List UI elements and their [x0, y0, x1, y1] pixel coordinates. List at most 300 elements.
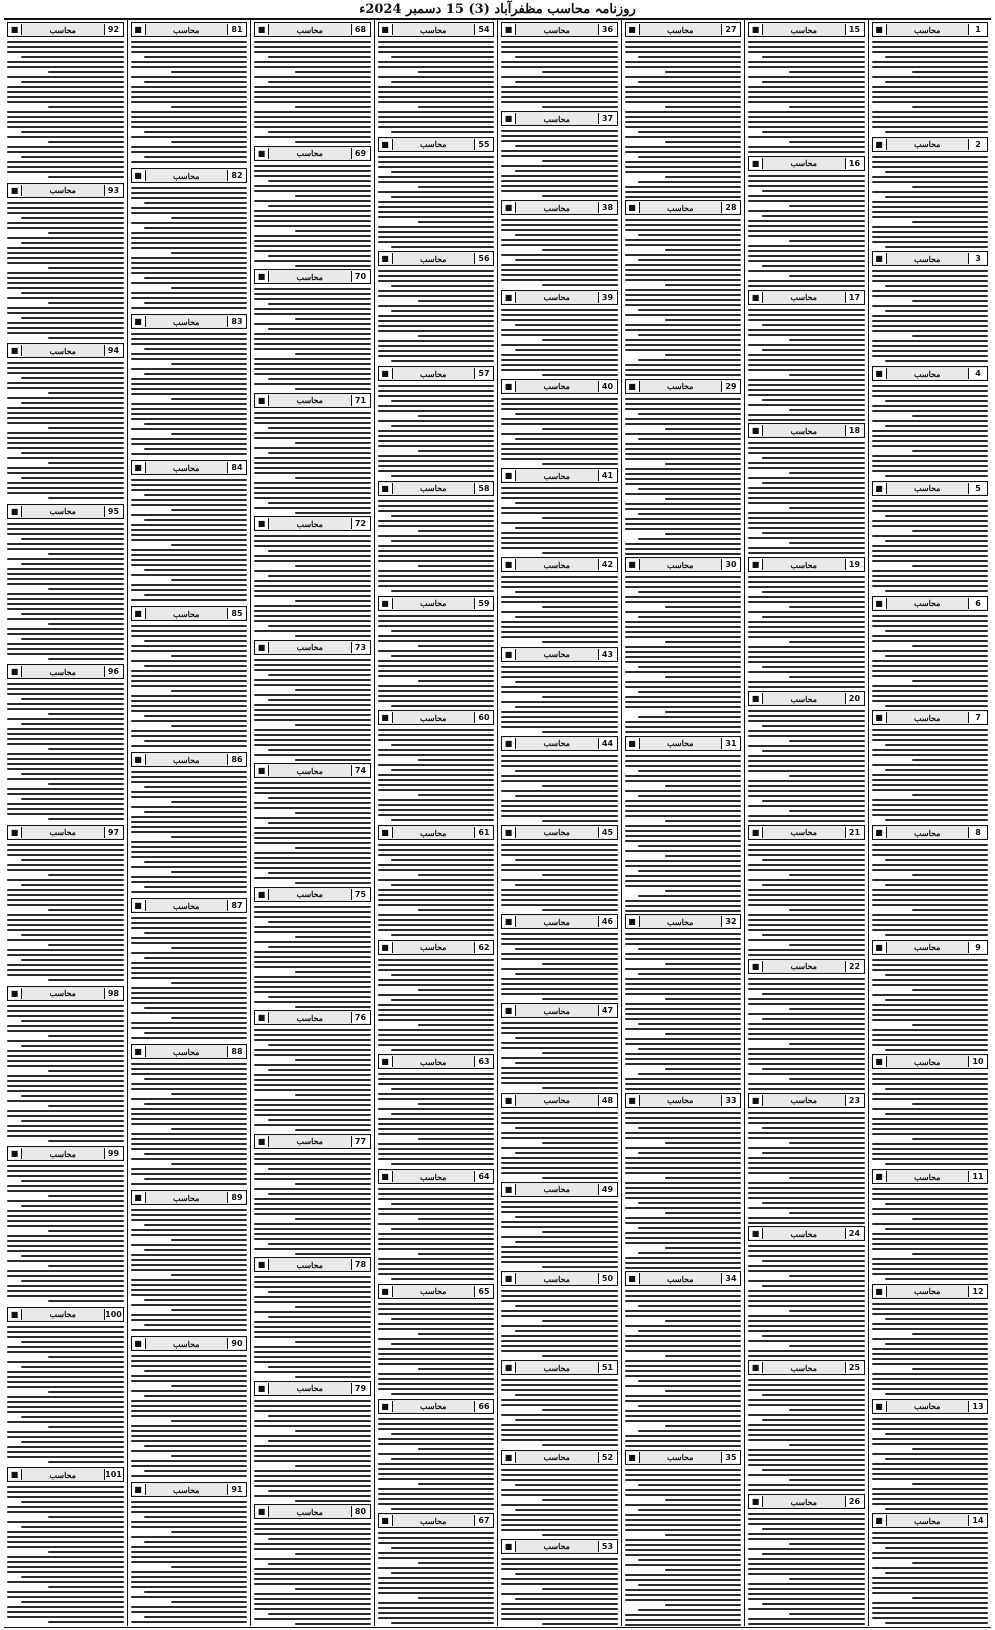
text-line [418, 1597, 494, 1599]
text-line [7, 969, 124, 971]
text-line [21, 1095, 124, 1097]
text-line [515, 1127, 618, 1129]
text-line [748, 452, 865, 454]
text-line [131, 670, 248, 672]
text-line [131, 625, 248, 627]
news-item [501, 1091, 618, 1180]
text-line [748, 1558, 865, 1560]
item-section-title: محاسب [914, 1286, 941, 1297]
text-line [625, 586, 742, 588]
text-line [885, 1508, 988, 1510]
text-line [625, 219, 742, 221]
item-section-title: محاسب [914, 1515, 941, 1526]
text-line [378, 420, 495, 422]
text-line [872, 390, 989, 392]
item-header [501, 914, 618, 929]
text-line [515, 527, 618, 529]
item-section-title: محاسب [49, 666, 76, 677]
text-line [912, 1448, 988, 1450]
text-line [625, 146, 742, 148]
text-line [872, 1498, 989, 1500]
text-line [872, 904, 989, 906]
text-line [885, 630, 988, 632]
text-line [625, 458, 742, 460]
text-line [131, 937, 248, 939]
text-line [748, 1459, 865, 1461]
text-line [885, 400, 988, 402]
text-line [378, 340, 495, 342]
item-body-text [7, 359, 124, 502]
text-line [872, 754, 989, 756]
text-line [501, 1340, 618, 1342]
item-header [872, 1399, 989, 1414]
text-line [254, 220, 371, 222]
text-line [418, 909, 494, 911]
text-line [501, 279, 618, 281]
news-item [7, 823, 124, 984]
text-line [501, 636, 618, 638]
item-number: 56 [474, 253, 493, 264]
text-line [625, 1028, 742, 1030]
text-line [638, 1252, 741, 1254]
item-number: 21 [845, 827, 864, 838]
text-line [378, 1303, 495, 1305]
text-line [872, 799, 989, 801]
text-line [872, 734, 989, 736]
text-line [378, 1233, 495, 1235]
text-line [131, 1264, 248, 1266]
text-line [748, 1028, 865, 1030]
text-line [254, 1321, 371, 1323]
text-line [789, 1310, 865, 1312]
text-line [378, 111, 495, 113]
text-line [144, 740, 247, 742]
text-line [144, 1153, 247, 1155]
item-number: 71 [351, 395, 370, 406]
text-line [872, 625, 989, 627]
text-line [254, 1578, 371, 1580]
text-line [625, 661, 742, 663]
text-line [872, 191, 989, 193]
item-header [501, 647, 618, 662]
text-line [501, 1345, 618, 1347]
text-line [501, 130, 618, 132]
text-line [665, 1355, 741, 1357]
item-section-title: محاسب [173, 24, 200, 35]
text-line [501, 453, 618, 455]
text-line [872, 1438, 989, 1440]
text-line [131, 922, 248, 924]
item-marker-icon: ■ [749, 425, 763, 436]
text-line [254, 535, 371, 537]
text-line [748, 949, 865, 951]
text-line [254, 51, 371, 53]
text-line [48, 1391, 124, 1393]
text-line [7, 693, 124, 695]
item-section-title: محاسب [49, 827, 76, 838]
text-line [391, 540, 494, 542]
text-line [7, 864, 124, 866]
item-marker-icon: ■ [255, 148, 269, 159]
text-line [254, 842, 371, 844]
text-line [131, 1440, 248, 1442]
text-line [7, 929, 124, 931]
text-line [378, 650, 495, 652]
text-line [748, 1464, 865, 1466]
text-line [21, 292, 124, 294]
news-item [872, 823, 989, 938]
text-line [501, 1469, 618, 1471]
text-line [625, 1187, 742, 1189]
text-line [254, 807, 371, 809]
text-line [515, 1598, 618, 1600]
text-line [762, 1068, 865, 1070]
text-line [378, 1602, 495, 1604]
item-number: 64 [474, 1171, 493, 1182]
text-line [638, 666, 741, 668]
text-line [7, 1260, 124, 1262]
text-line [625, 1162, 742, 1164]
text-line [625, 1122, 742, 1124]
text-line [872, 111, 989, 113]
text-line [171, 871, 247, 873]
text-line [625, 473, 742, 475]
text-line [7, 1561, 124, 1563]
text-line [872, 1029, 989, 1031]
text-line [144, 494, 247, 496]
text-line [378, 779, 495, 781]
text-line [885, 1203, 988, 1205]
text-line [625, 671, 742, 673]
text-line [501, 1132, 618, 1134]
text-line [254, 422, 371, 424]
text-line [872, 1273, 989, 1275]
text-line [7, 1080, 124, 1082]
item-section-title: محاسب [296, 1259, 323, 1270]
text-line [268, 328, 371, 330]
text-line [268, 1069, 371, 1071]
text-line [501, 701, 618, 703]
text-line [7, 1295, 124, 1297]
text-line [268, 255, 371, 257]
text-line [515, 616, 618, 618]
item-marker-icon: ■ [626, 1452, 640, 1463]
text-line [542, 1409, 618, 1411]
text-line [131, 1294, 248, 1296]
text-line [378, 665, 495, 667]
text-line [7, 237, 124, 239]
text-line [638, 1073, 741, 1075]
text-line [748, 820, 865, 822]
text-line [144, 1541, 247, 1543]
item-section-title: محاسب [173, 1046, 200, 1057]
text-line [665, 498, 741, 500]
text-line [7, 703, 124, 705]
text-line [501, 86, 618, 88]
text-line [625, 1554, 742, 1556]
text-line [171, 106, 247, 108]
text-line [542, 339, 618, 341]
item-number: 9 [968, 942, 987, 953]
item-section-title: محاسب [543, 1184, 570, 1195]
text-line [665, 1247, 741, 1249]
item-number: 88 [227, 1046, 246, 1057]
text-line [872, 620, 989, 622]
text-line [748, 1063, 865, 1065]
text-line [144, 227, 247, 229]
text-line [131, 841, 248, 843]
news-item [7, 1144, 124, 1305]
text-line [378, 500, 495, 502]
news-item [501, 1448, 618, 1537]
text-line [378, 764, 495, 766]
text-line [625, 111, 742, 113]
text-line [501, 721, 618, 723]
text-line [7, 136, 124, 138]
text-line [144, 932, 247, 934]
text-line [748, 235, 865, 237]
text-line [131, 1450, 248, 1452]
text-line [391, 1343, 494, 1345]
item-marker-icon: ■ [873, 827, 887, 838]
text-line [885, 1458, 988, 1460]
text-line [542, 696, 618, 698]
item-body-text [872, 1529, 989, 1626]
text-line [872, 1198, 989, 1200]
text-line [378, 1073, 495, 1075]
text-line [748, 735, 865, 737]
text-line [21, 1601, 124, 1603]
item-body-text [625, 216, 742, 376]
item-body-text [254, 1397, 371, 1503]
text-line [872, 201, 989, 203]
text-line [762, 1335, 865, 1337]
text-line [7, 76, 124, 78]
text-line [378, 1582, 495, 1584]
column [621, 20, 745, 1626]
text-line [748, 1048, 865, 1050]
text-line [418, 221, 494, 223]
text-line [418, 565, 494, 567]
text-line [254, 86, 371, 88]
text-line [625, 1172, 742, 1174]
news-item [378, 479, 495, 594]
text-line [378, 620, 495, 622]
text-line [625, 1315, 742, 1317]
item-section-title: محاسب [914, 368, 941, 379]
text-line [391, 744, 494, 746]
text-line [625, 523, 742, 525]
text-line [254, 368, 371, 370]
text-line [872, 844, 989, 846]
item-section-title: محاسب [296, 642, 323, 653]
text-line [378, 1612, 495, 1614]
text-line [48, 1461, 124, 1463]
text-line [268, 550, 371, 552]
text-line [789, 542, 865, 544]
text-line [144, 1591, 247, 1593]
text-line [638, 1330, 741, 1332]
news-item [872, 364, 989, 479]
item-header [872, 596, 989, 611]
text-line [625, 968, 742, 970]
text-line [7, 1030, 124, 1032]
text-line [254, 1188, 371, 1190]
text-line [872, 76, 989, 78]
item-body-text [7, 1162, 124, 1305]
text-line [21, 1120, 124, 1122]
text-line [7, 1290, 124, 1292]
text-line [295, 600, 371, 602]
text-line [254, 1400, 371, 1402]
text-line [748, 1623, 865, 1625]
text-line [885, 1163, 988, 1165]
text-line [625, 344, 742, 346]
text-line [762, 1553, 865, 1555]
text-line [625, 780, 742, 782]
text-line [254, 1079, 371, 1081]
item-header [501, 111, 618, 126]
text-line [501, 938, 618, 940]
text-line [885, 1547, 988, 1549]
text-line [7, 116, 124, 118]
text-line [501, 1399, 618, 1401]
text-line [625, 576, 742, 578]
text-line [171, 71, 247, 73]
item-marker-icon: ■ [502, 1273, 516, 1284]
news-item [872, 1052, 989, 1167]
text-line [748, 760, 865, 762]
news-item [748, 20, 865, 154]
text-line [7, 738, 124, 740]
text-line [501, 354, 618, 356]
text-line [171, 433, 247, 435]
item-header [748, 691, 865, 706]
news-item [254, 1132, 371, 1256]
news-item [7, 984, 124, 1145]
text-line [7, 573, 124, 575]
text-line [418, 794, 494, 796]
text-line [131, 1083, 248, 1085]
text-line [171, 1128, 247, 1130]
text-line [171, 141, 247, 143]
text-line [542, 552, 618, 554]
item-header [872, 710, 989, 725]
text-line [131, 428, 248, 430]
text-line [501, 190, 618, 192]
text-line [378, 96, 495, 98]
item-marker-icon: ■ [502, 1541, 516, 1552]
text-line [7, 1511, 124, 1513]
text-line [501, 1504, 618, 1506]
text-line [872, 1612, 989, 1614]
item-section-title: محاسب [914, 1056, 941, 1067]
text-line [542, 463, 618, 465]
text-line [872, 236, 989, 238]
text-line [254, 1074, 371, 1076]
text-line [131, 1219, 248, 1221]
text-line [171, 1566, 247, 1568]
text-line [501, 810, 618, 812]
text-line [762, 1202, 865, 1204]
text-line [625, 151, 742, 153]
item-header [625, 1093, 742, 1108]
text-line [378, 1577, 495, 1579]
text-line [295, 847, 371, 849]
item-header [501, 1360, 618, 1375]
text-line [501, 978, 618, 980]
item-section-title: محاسب [543, 24, 570, 35]
text-line [501, 91, 618, 93]
news-item [131, 1188, 248, 1334]
text-line [171, 655, 247, 657]
item-marker-icon: ■ [255, 1259, 269, 1270]
text-line [254, 235, 371, 237]
item-body-text [748, 573, 865, 689]
text-line [7, 788, 124, 790]
text-line [638, 973, 741, 975]
text-line [748, 1484, 865, 1486]
text-line [131, 534, 248, 536]
item-number: 65 [474, 1286, 493, 1297]
text-line [378, 1308, 495, 1310]
text-line [378, 675, 495, 677]
text-line [501, 1429, 618, 1431]
text-line [7, 442, 124, 444]
text-line [144, 1032, 247, 1034]
text-line [7, 1235, 124, 1237]
text-line [48, 1621, 124, 1623]
text-line [748, 1355, 865, 1357]
text-line [872, 1098, 989, 1100]
text-line [748, 86, 865, 88]
item-body-text [748, 707, 865, 823]
text-line [131, 1511, 248, 1513]
text-line [748, 280, 865, 282]
text-line [7, 96, 124, 98]
text-line [665, 71, 741, 73]
text-line [7, 1326, 124, 1328]
news-item [378, 1511, 495, 1626]
text-line [131, 1375, 248, 1377]
text-line [789, 374, 865, 376]
text-line [378, 390, 495, 392]
text-line [254, 1593, 371, 1595]
text-line [48, 1516, 124, 1518]
item-body-text [378, 1070, 495, 1167]
text-line [254, 333, 371, 335]
text-line [21, 1180, 124, 1182]
text-line [638, 1023, 741, 1025]
text-line [872, 96, 989, 98]
text-line [625, 1197, 742, 1199]
text-line [254, 734, 371, 736]
item-marker-icon: ■ [255, 395, 269, 406]
item-body-text [872, 726, 989, 823]
text-line [872, 410, 989, 412]
text-line [912, 909, 988, 911]
text-line [7, 41, 124, 43]
text-line [131, 504, 248, 506]
text-line [254, 215, 371, 217]
text-line [391, 1088, 494, 1090]
text-line [748, 512, 865, 514]
text-line [789, 1444, 865, 1446]
news-item [625, 198, 742, 376]
text-line [542, 1052, 618, 1054]
text-line [7, 778, 124, 780]
text-line [789, 1008, 865, 1010]
